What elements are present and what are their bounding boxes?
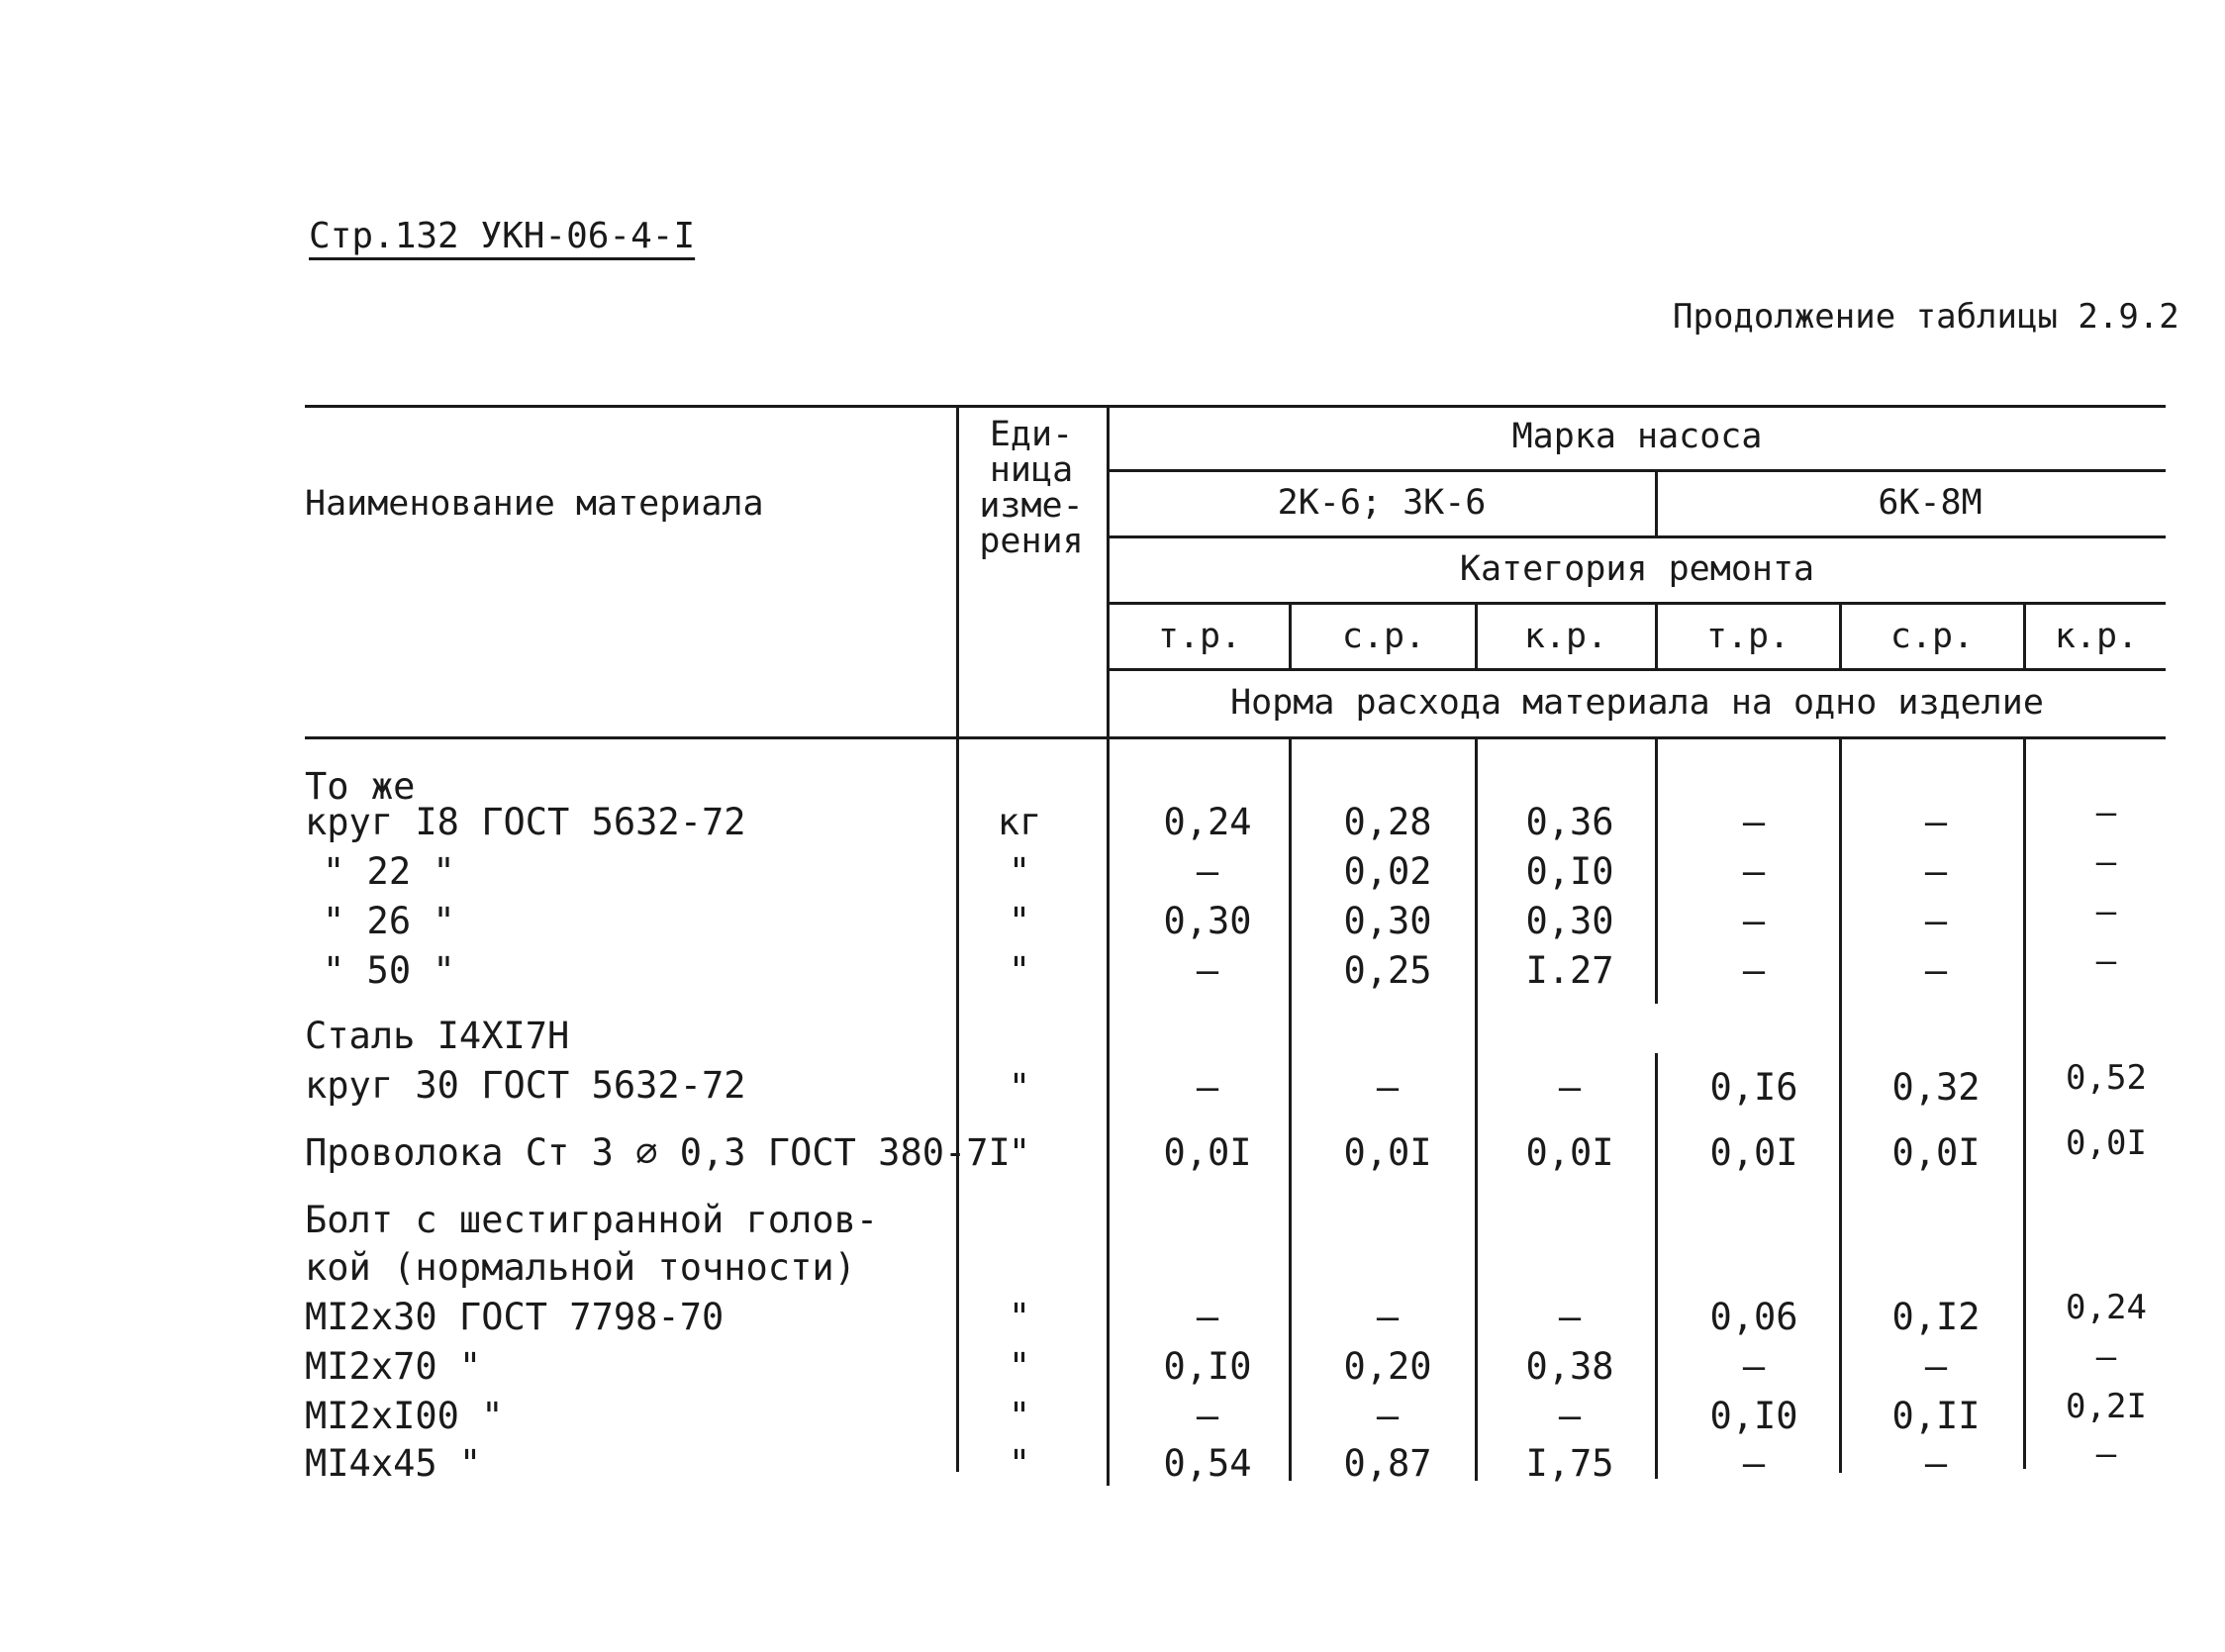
table-top-rule: [305, 405, 2166, 408]
header-pump-brand: Марка насоса: [1511, 417, 1763, 456]
unit-cell: ": [1008, 900, 1031, 942]
group-divider: [1655, 471, 1658, 537]
material-name-line: MI2x70 ": [305, 1345, 482, 1388]
unit-cell: ": [1008, 1066, 1031, 1109]
material-name-line: Проволока Ст 3 ∅ 0,3 ГОСТ 380-7I: [305, 1131, 1011, 1174]
unit-cell: ": [1008, 850, 1031, 893]
material-name-line: круг 30 ГОСТ 5632-72: [305, 1064, 746, 1107]
header-category-5: с.р.: [1889, 617, 1975, 656]
value-cell: 0,30: [1343, 900, 1432, 942]
value-cell: 0,2I: [2066, 1387, 2147, 1426]
unit-cell: ": [1008, 1345, 1031, 1388]
value-cell: –: [1558, 1066, 1582, 1109]
value-cell: 0,0I: [1343, 1131, 1432, 1174]
header-unit-line-2: ница: [989, 450, 1074, 490]
cat-divider-3: [1655, 604, 1658, 670]
unit-values-divider: [1107, 407, 1110, 1486]
value-cell: –: [1196, 949, 1219, 992]
body-divider-3a: [1655, 738, 1658, 1004]
header-norm: Норма расхода материала на одно изделие: [1230, 683, 2044, 723]
value-cell: –: [1924, 1345, 1948, 1388]
value-cell: I.27: [1525, 949, 1614, 992]
value-cell: 0,0I: [1709, 1131, 1798, 1174]
material-name-line: " 50 ": [323, 949, 455, 992]
value-cell: –: [1924, 850, 1948, 893]
value-cell: –: [1558, 1296, 1582, 1338]
material-name-line: То же: [305, 765, 416, 808]
value-cell: –: [2095, 1337, 2117, 1377]
header-unit-line-4: рения: [979, 522, 1084, 561]
value-cell: –: [2095, 892, 2117, 931]
value-cell: –: [1742, 900, 1766, 942]
value-cell: 0,II: [1891, 1395, 1981, 1437]
material-name-line: " 22 ": [323, 850, 455, 893]
value-cell: 0,I6: [1709, 1066, 1798, 1109]
table-continuation-caption: Продолжение таблицы 2.9.2: [1673, 297, 2179, 337]
value-cell: –: [2095, 842, 2117, 882]
value-cell: –: [1376, 1395, 1400, 1437]
value-cell: 0,28: [1343, 801, 1432, 843]
category-rule: [1109, 602, 2166, 605]
value-cell: 0,I0: [1525, 850, 1614, 893]
value-cell: –: [1742, 801, 1766, 843]
value-cell: –: [1742, 1345, 1766, 1388]
value-cell: –: [1196, 1296, 1219, 1338]
value-cell: –: [1196, 850, 1219, 893]
header-material-name: Наименование материала: [305, 484, 764, 524]
body-divider-1: [1289, 738, 1292, 1481]
unit-cell: ": [1008, 1395, 1031, 1437]
value-cell: 0,I0: [1709, 1395, 1798, 1437]
header-category-6: к.р.: [2054, 617, 2139, 656]
unit-cell: кг: [997, 801, 1042, 843]
value-cell: 0,30: [1163, 900, 1252, 942]
value-cell: 0,0I: [1891, 1131, 1981, 1174]
header-unit-line-1: Еди-: [989, 415, 1074, 454]
unit-cell: ": [1008, 1296, 1031, 1338]
material-name-line: MI2x30 ГОСТ 7798-70: [305, 1296, 725, 1338]
value-cell: 0,I0: [1163, 1345, 1252, 1388]
header-unit-line-3: изме-: [979, 486, 1084, 526]
value-cell: –: [1742, 1442, 1766, 1485]
unit-cell: ": [1008, 949, 1031, 992]
value-cell: I,75: [1525, 1442, 1614, 1485]
header-bottom-rule: [305, 736, 2166, 739]
value-cell: 0,0I: [1525, 1131, 1614, 1174]
value-cell: 0,24: [1163, 801, 1252, 843]
value-cell: 0,20: [1343, 1345, 1432, 1388]
header-category-2: с.р.: [1341, 617, 1426, 656]
header-repair-category: Категория ремонта: [1459, 549, 1815, 589]
value-cell: 0,0I: [2066, 1123, 2147, 1163]
cat-divider-2: [1475, 604, 1478, 670]
header-category-3: к.р.: [1523, 617, 1608, 656]
value-cell: 0,36: [1525, 801, 1614, 843]
value-cell: 0,30: [1525, 900, 1614, 942]
material-name-line: круг I8 ГОСТ 5632-72: [305, 801, 746, 843]
body-divider-2: [1475, 738, 1478, 1481]
material-name-line: Сталь I4XI7Н: [305, 1015, 570, 1057]
value-cell: –: [2095, 941, 2117, 981]
value-cell: –: [2095, 1434, 2117, 1474]
value-cell: –: [1742, 949, 1766, 992]
value-cell: –: [1924, 949, 1948, 992]
material-name-line: " 26 ": [323, 900, 455, 942]
header-group-1: 2К-6; 3К-6: [1277, 483, 1487, 523]
unit-cell: ": [1008, 1442, 1031, 1485]
value-cell: –: [1924, 900, 1948, 942]
value-cell: –: [1196, 1066, 1219, 1109]
value-cell: 0,0I: [1163, 1131, 1252, 1174]
value-cell: 0,02: [1343, 850, 1432, 893]
page-header: Стр.132 УКН-06-4-I: [309, 216, 696, 256]
body-divider-4: [1839, 738, 1842, 1473]
body-divider-3b: [1655, 1053, 1658, 1479]
value-cell: –: [1376, 1066, 1400, 1109]
cat-divider-5: [2023, 604, 2026, 670]
value-cell: 0,52: [2066, 1058, 2147, 1098]
cat-divider-1: [1289, 604, 1292, 670]
value-cell: 0,54: [1163, 1442, 1252, 1485]
value-cell: 0,87: [1343, 1442, 1432, 1485]
header-category-4: т.р.: [1705, 617, 1790, 656]
value-cell: –: [1196, 1395, 1219, 1437]
material-name-line: Болт с шестигранной голов-: [305, 1199, 879, 1241]
value-cell: 0,06: [1709, 1296, 1798, 1338]
value-cell: 0,I2: [1891, 1296, 1981, 1338]
value-cell: –: [1558, 1395, 1582, 1437]
material-name-line: MI2xI00 ": [305, 1395, 504, 1437]
material-name-line: MI4x45 ": [305, 1442, 482, 1485]
cat-divider-4: [1839, 604, 1842, 670]
value-cell: 0,32: [1891, 1066, 1981, 1109]
name-unit-divider: [956, 407, 959, 1472]
brand-rule: [1109, 469, 2166, 472]
material-name-line: кой (нормальной точности): [305, 1246, 856, 1289]
value-cell: –: [1924, 801, 1948, 843]
subcategory-rule: [1109, 668, 2166, 671]
value-cell: –: [1376, 1296, 1400, 1338]
value-cell: 0,25: [1343, 949, 1432, 992]
header-category-1: т.р.: [1157, 617, 1242, 656]
header-group-2: 6К-8М: [1878, 483, 1983, 523]
value-cell: –: [2095, 793, 2117, 832]
group-rule: [1109, 535, 2166, 538]
value-cell: –: [1742, 850, 1766, 893]
value-cell: –: [1924, 1442, 1948, 1485]
body-divider-5: [2023, 738, 2026, 1469]
value-cell: 0,38: [1525, 1345, 1614, 1388]
unit-cell: ": [1008, 1131, 1031, 1174]
value-cell: 0,24: [2066, 1288, 2147, 1327]
